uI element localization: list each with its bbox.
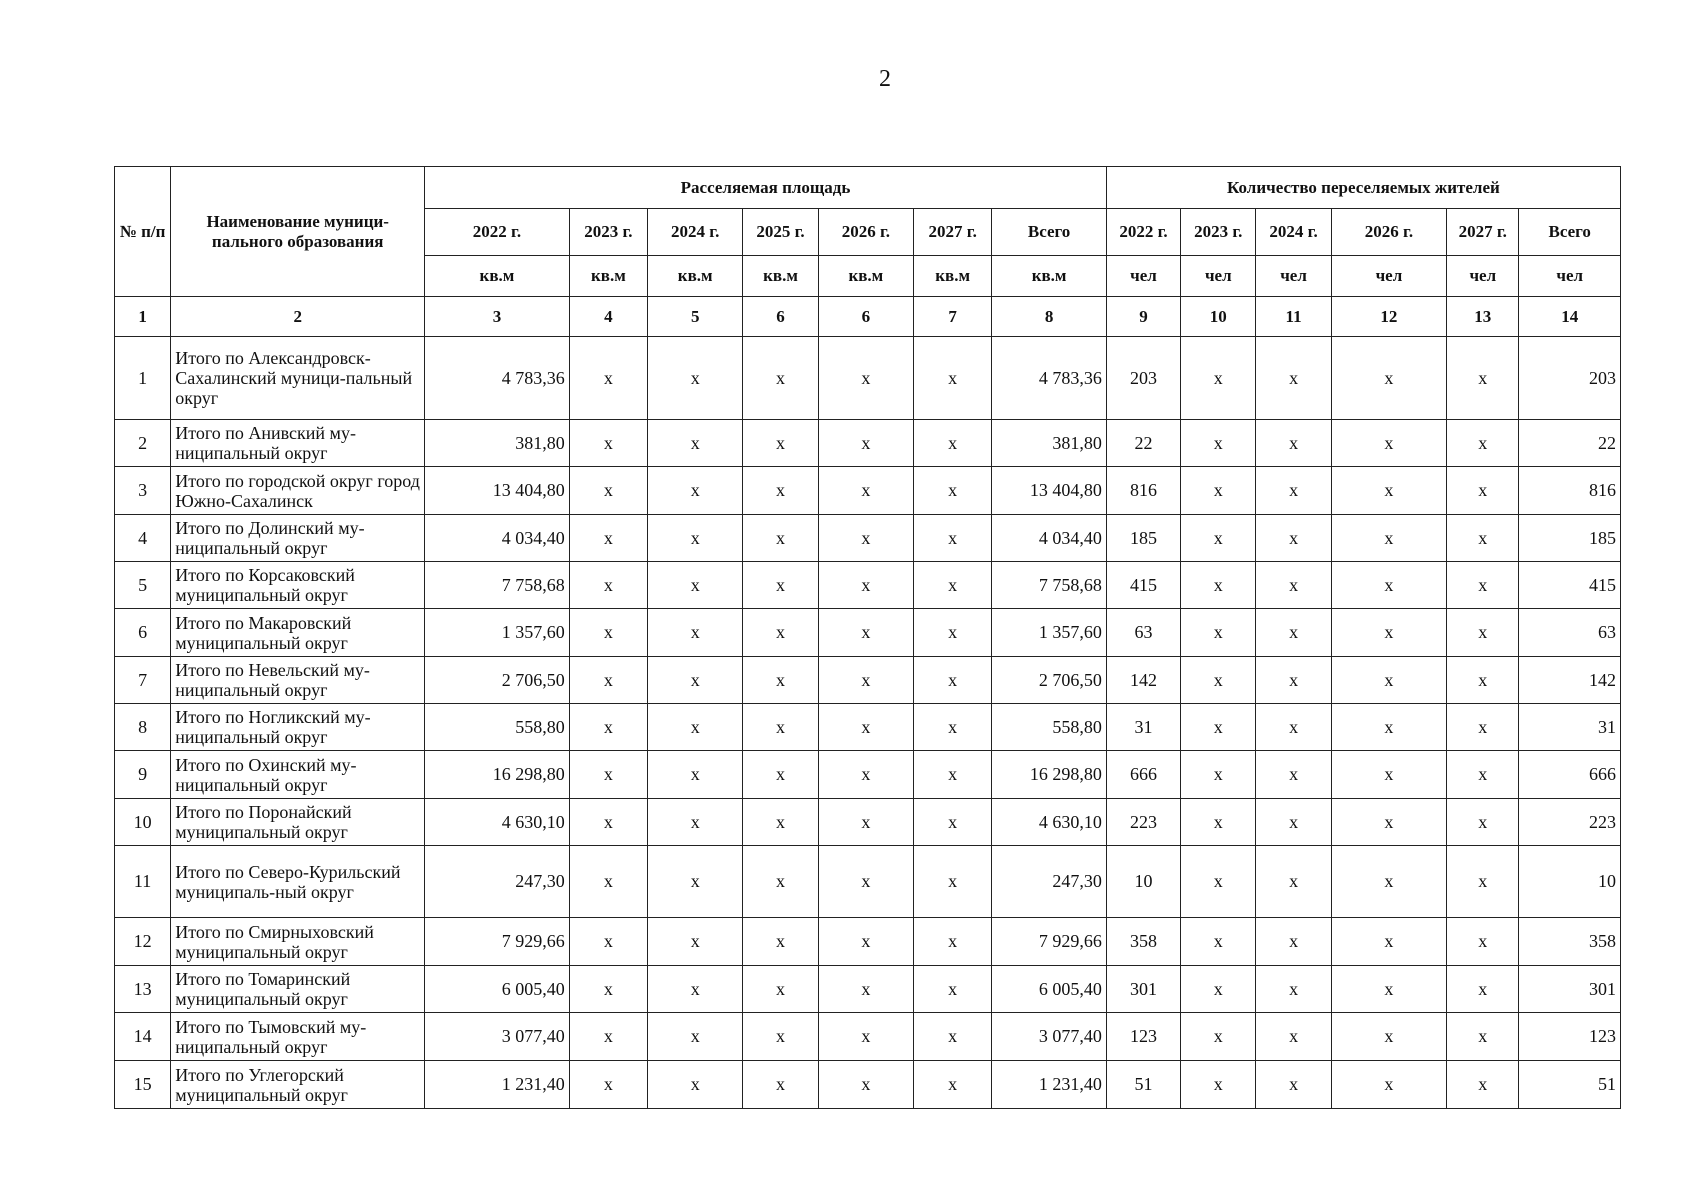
empty-mark: х <box>914 467 992 515</box>
row-number: 7 <box>115 657 171 704</box>
empty-mark: х <box>1447 1013 1519 1061</box>
empty-mark: х <box>648 609 743 657</box>
municipality-name: Итого по Тымовский му-ниципальный округ <box>171 1013 425 1061</box>
column-index: 4 <box>569 297 647 337</box>
empty-mark: х <box>569 704 647 751</box>
area-2022-value: 7 758,68 <box>425 562 570 609</box>
residents-total-value: 666 <box>1519 751 1621 799</box>
row-number: 14 <box>115 1013 171 1061</box>
empty-mark: х <box>648 918 743 966</box>
municipality-name: Итого по Северо-Курильский муниципаль-ный округ <box>171 846 425 918</box>
empty-mark: х <box>1181 751 1256 799</box>
area-total-value: 7 929,66 <box>992 918 1107 966</box>
empty-mark: х <box>1447 799 1519 846</box>
empty-mark: х <box>1331 918 1446 966</box>
area-2022-value: 3 077,40 <box>425 1013 570 1061</box>
area-total-value: 6 005,40 <box>992 966 1107 1013</box>
area-2022-value: 13 404,80 <box>425 467 570 515</box>
table-row <box>115 751 1621 799</box>
table-row <box>115 704 1621 751</box>
empty-mark: х <box>914 420 992 467</box>
municipality-name: Итого по Углегорский муниципальный округ <box>171 1061 425 1109</box>
empty-mark: х <box>648 846 743 918</box>
empty-mark: х <box>648 704 743 751</box>
area-unit: кв.м <box>743 256 818 297</box>
empty-mark: х <box>743 515 818 562</box>
area-2022-value: 558,80 <box>425 704 570 751</box>
area-2022-value: 381,80 <box>425 420 570 467</box>
empty-mark: х <box>569 337 647 420</box>
empty-mark: х <box>569 657 647 704</box>
col-name-header: Наименование муници-пального образования <box>171 167 425 297</box>
area-total-value: 3 077,40 <box>992 1013 1107 1061</box>
row-number: 12 <box>115 918 171 966</box>
residents-unit: чел <box>1256 256 1331 297</box>
column-index: 6 <box>818 297 913 337</box>
row-number: 10 <box>115 799 171 846</box>
empty-mark: х <box>1331 467 1446 515</box>
empty-mark: х <box>1331 1061 1446 1109</box>
empty-mark: х <box>569 799 647 846</box>
table-row <box>115 657 1621 704</box>
table-row <box>115 799 1621 846</box>
empty-mark: х <box>1447 846 1519 918</box>
residents-group-header: Количество переселяемых жителей <box>1106 167 1620 209</box>
empty-mark: х <box>1181 609 1256 657</box>
empty-mark: х <box>1181 467 1256 515</box>
residents-2022-value: 51 <box>1106 1061 1180 1109</box>
empty-mark: х <box>1331 966 1446 1013</box>
row-number: 11 <box>115 846 171 918</box>
empty-mark: х <box>1181 1013 1256 1061</box>
empty-mark: х <box>818 1013 913 1061</box>
municipality-name: Итого по Охинский му-ниципальный округ <box>171 751 425 799</box>
area-unit: кв.м <box>648 256 743 297</box>
empty-mark: х <box>1331 609 1446 657</box>
row-number: 13 <box>115 966 171 1013</box>
empty-mark: х <box>1331 799 1446 846</box>
empty-mark: х <box>648 515 743 562</box>
residents-2022-value: 63 <box>1106 609 1180 657</box>
row-number: 9 <box>115 751 171 799</box>
residents-total-value: 142 <box>1519 657 1621 704</box>
empty-mark: х <box>914 918 992 966</box>
empty-mark: х <box>743 1061 818 1109</box>
area-total-value: 4 034,40 <box>992 515 1107 562</box>
area-total-value: 1 357,60 <box>992 609 1107 657</box>
empty-mark: х <box>1256 751 1331 799</box>
empty-mark: х <box>743 918 818 966</box>
area-total-value: 1 231,40 <box>992 1061 1107 1109</box>
column-index: 13 <box>1447 297 1519 337</box>
area-year-header: 2024 г. <box>648 209 743 256</box>
empty-mark: х <box>648 966 743 1013</box>
table-row <box>115 918 1621 966</box>
empty-mark: х <box>914 562 992 609</box>
empty-mark: х <box>1256 966 1331 1013</box>
row-number: 6 <box>115 609 171 657</box>
row-number: 2 <box>115 420 171 467</box>
empty-mark: х <box>1181 562 1256 609</box>
residents-2022-value: 31 <box>1106 704 1180 751</box>
empty-mark: х <box>1181 846 1256 918</box>
municipality-name: Итого по Александровск-Сахалинский муници-пальный округ <box>171 337 425 420</box>
area-unit: кв.м <box>914 256 992 297</box>
empty-mark: х <box>1256 467 1331 515</box>
residents-total-value: 816 <box>1519 467 1621 515</box>
empty-mark: х <box>1447 337 1519 420</box>
municipality-name: Итого по Анивский му-ниципальный округ <box>171 420 425 467</box>
area-total-value: 381,80 <box>992 420 1107 467</box>
column-index: 11 <box>1256 297 1331 337</box>
empty-mark: х <box>914 704 992 751</box>
empty-mark: х <box>1181 704 1256 751</box>
empty-mark: х <box>818 799 913 846</box>
residents-total-value: 22 <box>1519 420 1621 467</box>
empty-mark: х <box>1256 657 1331 704</box>
area-2022-value: 247,30 <box>425 846 570 918</box>
empty-mark: х <box>648 337 743 420</box>
empty-mark: х <box>648 562 743 609</box>
table-row <box>115 337 1621 420</box>
area-total-value: 4 783,36 <box>992 337 1107 420</box>
table-row <box>115 467 1621 515</box>
table-row <box>115 562 1621 609</box>
col-no-header: № п/п <box>115 167 171 297</box>
area-year-header: 2023 г. <box>569 209 647 256</box>
residents-total-value: 123 <box>1519 1013 1621 1061</box>
column-index: 14 <box>1519 297 1621 337</box>
area-year-header: 2027 г. <box>914 209 992 256</box>
empty-mark: х <box>1447 918 1519 966</box>
residents-2022-value: 22 <box>1106 420 1180 467</box>
empty-mark: х <box>569 562 647 609</box>
area-unit: кв.м <box>818 256 913 297</box>
residents-total-value: 51 <box>1519 1061 1621 1109</box>
empty-mark: х <box>1447 515 1519 562</box>
empty-mark: х <box>1181 918 1256 966</box>
table-row <box>115 420 1621 467</box>
empty-mark: х <box>569 1061 647 1109</box>
empty-mark: х <box>569 515 647 562</box>
empty-mark: х <box>1256 846 1331 918</box>
empty-mark: х <box>818 657 913 704</box>
empty-mark: х <box>914 1061 992 1109</box>
residents-2022-value: 185 <box>1106 515 1180 562</box>
table-body <box>115 337 1621 1109</box>
residents-2022-value: 358 <box>1106 918 1180 966</box>
empty-mark: х <box>1181 1061 1256 1109</box>
empty-mark: х <box>1256 1013 1331 1061</box>
area-unit: кв.м <box>992 256 1107 297</box>
empty-mark: х <box>818 1061 913 1109</box>
row-number: 8 <box>115 704 171 751</box>
column-index: 9 <box>1106 297 1180 337</box>
empty-mark: х <box>818 609 913 657</box>
residents-total-value: 63 <box>1519 609 1621 657</box>
residents-2022-value: 123 <box>1106 1013 1180 1061</box>
empty-mark: х <box>818 420 913 467</box>
empty-mark: х <box>914 337 992 420</box>
residents-2022-value: 203 <box>1106 337 1180 420</box>
residents-total-value: 10 <box>1519 846 1621 918</box>
empty-mark: х <box>1331 657 1446 704</box>
residents-2022-value: 415 <box>1106 562 1180 609</box>
area-total-value: 7 758,68 <box>992 562 1107 609</box>
area-2022-value: 6 005,40 <box>425 966 570 1013</box>
empty-mark: х <box>1181 799 1256 846</box>
empty-mark: х <box>1331 562 1446 609</box>
area-year-header: 2025 г. <box>743 209 818 256</box>
municipality-name: Итого по Макаровский муниципальный округ <box>171 609 425 657</box>
empty-mark: х <box>569 1013 647 1061</box>
area-2022-value: 16 298,80 <box>425 751 570 799</box>
area-year-header: 2022 г. <box>425 209 570 256</box>
municipality-name: Итого по Ногликский му-ниципальный округ <box>171 704 425 751</box>
residents-total-value: 31 <box>1519 704 1621 751</box>
municipality-name: Итого по городской округ город Южно-Сахалинск <box>171 467 425 515</box>
empty-mark: х <box>648 799 743 846</box>
empty-mark: х <box>1331 515 1446 562</box>
empty-mark: х <box>1256 609 1331 657</box>
empty-mark: х <box>1181 337 1256 420</box>
empty-mark: х <box>1447 657 1519 704</box>
municipality-name: Итого по Долинский му-ниципальный округ <box>171 515 425 562</box>
page-number: 2 <box>879 66 891 92</box>
residents-total-value: 358 <box>1519 918 1621 966</box>
residents-2022-value: 142 <box>1106 657 1180 704</box>
empty-mark: х <box>743 609 818 657</box>
table-row <box>115 1013 1621 1061</box>
residents-total-value: 301 <box>1519 966 1621 1013</box>
residents-total-value: 185 <box>1519 515 1621 562</box>
empty-mark: х <box>1181 420 1256 467</box>
residents-2022-value: 301 <box>1106 966 1180 1013</box>
empty-mark: х <box>743 467 818 515</box>
empty-mark: х <box>569 751 647 799</box>
empty-mark: х <box>1256 704 1331 751</box>
empty-mark: х <box>1447 751 1519 799</box>
column-index-row <box>115 297 1621 337</box>
empty-mark: х <box>818 918 913 966</box>
empty-mark: х <box>1181 966 1256 1013</box>
residents-unit: чел <box>1106 256 1180 297</box>
empty-mark: х <box>1181 515 1256 562</box>
area-unit: кв.м <box>425 256 570 297</box>
empty-mark: х <box>1447 467 1519 515</box>
table-row <box>115 609 1621 657</box>
empty-mark: х <box>743 420 818 467</box>
column-index: 3 <box>425 297 570 337</box>
empty-mark: х <box>648 751 743 799</box>
empty-mark: х <box>914 609 992 657</box>
residents-2022-value: 223 <box>1106 799 1180 846</box>
column-index: 12 <box>1331 297 1446 337</box>
empty-mark: х <box>1256 515 1331 562</box>
empty-mark: х <box>648 1061 743 1109</box>
residents-2022-value: 666 <box>1106 751 1180 799</box>
empty-mark: х <box>914 846 992 918</box>
empty-mark: х <box>818 704 913 751</box>
column-index: 1 <box>115 297 171 337</box>
empty-mark: х <box>818 515 913 562</box>
area-total-value: 4 630,10 <box>992 799 1107 846</box>
empty-mark: х <box>648 420 743 467</box>
empty-mark: х <box>569 467 647 515</box>
empty-mark: х <box>648 467 743 515</box>
residents-unit: чел <box>1331 256 1446 297</box>
column-index: 2 <box>171 297 425 337</box>
empty-mark: х <box>914 799 992 846</box>
row-number: 15 <box>115 1061 171 1109</box>
area-total-value: 16 298,80 <box>992 751 1107 799</box>
area-total-header: Всего <box>992 209 1107 256</box>
table-row <box>115 1061 1621 1109</box>
residents-2022-value: 10 <box>1106 846 1180 918</box>
empty-mark: х <box>743 799 818 846</box>
empty-mark: х <box>569 966 647 1013</box>
area-2022-value: 4 783,36 <box>425 337 570 420</box>
empty-mark: х <box>569 918 647 966</box>
empty-mark: х <box>1447 1061 1519 1109</box>
residents-year-header: 2027 г. <box>1447 209 1519 256</box>
area-total-value: 2 706,50 <box>992 657 1107 704</box>
row-number: 5 <box>115 562 171 609</box>
empty-mark: х <box>1331 420 1446 467</box>
empty-mark: х <box>743 966 818 1013</box>
area-year-header: 2026 г. <box>818 209 913 256</box>
residents-total-value: 203 <box>1519 337 1621 420</box>
empty-mark: х <box>743 846 818 918</box>
empty-mark: х <box>818 751 913 799</box>
row-number: 1 <box>115 337 171 420</box>
area-2022-value: 4 630,10 <box>425 799 570 846</box>
empty-mark: х <box>818 467 913 515</box>
empty-mark: х <box>914 966 992 1013</box>
empty-mark: х <box>1256 337 1331 420</box>
area-2022-value: 4 034,40 <box>425 515 570 562</box>
empty-mark: х <box>569 846 647 918</box>
empty-mark: х <box>743 337 818 420</box>
empty-mark: х <box>1181 657 1256 704</box>
table-row <box>115 846 1621 918</box>
empty-mark: х <box>914 657 992 704</box>
area-2022-value: 1 231,40 <box>425 1061 570 1109</box>
area-2022-value: 2 706,50 <box>425 657 570 704</box>
empty-mark: х <box>818 337 913 420</box>
area-2022-value: 1 357,60 <box>425 609 570 657</box>
empty-mark: х <box>1447 562 1519 609</box>
municipality-name: Итого по Томаринский муниципальный округ <box>171 966 425 1013</box>
empty-mark: х <box>1256 420 1331 467</box>
table-row <box>115 966 1621 1013</box>
row-number: 3 <box>115 467 171 515</box>
empty-mark: х <box>1447 420 1519 467</box>
area-2022-value: 7 929,66 <box>425 918 570 966</box>
residents-total-value: 223 <box>1519 799 1621 846</box>
municipality-name: Итого по Невельский му-ниципальный округ <box>171 657 425 704</box>
area-total-value: 558,80 <box>992 704 1107 751</box>
empty-mark: х <box>818 562 913 609</box>
empty-mark: х <box>1256 799 1331 846</box>
residents-year-header: 2023 г. <box>1181 209 1256 256</box>
empty-mark: х <box>743 1013 818 1061</box>
column-index: 10 <box>1181 297 1256 337</box>
empty-mark: х <box>818 966 913 1013</box>
empty-mark: х <box>569 609 647 657</box>
area-total-value: 247,30 <box>992 846 1107 918</box>
column-index: 8 <box>992 297 1107 337</box>
empty-mark: х <box>914 1013 992 1061</box>
empty-mark: х <box>569 420 647 467</box>
empty-mark: х <box>648 657 743 704</box>
empty-mark: х <box>1256 562 1331 609</box>
empty-mark: х <box>1331 337 1446 420</box>
column-index: 6 <box>743 297 818 337</box>
area-total-value: 13 404,80 <box>992 467 1107 515</box>
row-number: 4 <box>115 515 171 562</box>
empty-mark: х <box>818 846 913 918</box>
empty-mark: х <box>914 515 992 562</box>
column-index: 7 <box>914 297 992 337</box>
residents-total-value: 415 <box>1519 562 1621 609</box>
empty-mark: х <box>743 704 818 751</box>
municipality-name: Итого по Смирныховский муниципальный округ <box>171 918 425 966</box>
empty-mark: х <box>743 751 818 799</box>
empty-mark: х <box>743 657 818 704</box>
empty-mark: х <box>1447 609 1519 657</box>
residents-year-header: 2022 г. <box>1106 209 1180 256</box>
column-index: 5 <box>648 297 743 337</box>
empty-mark: х <box>648 1013 743 1061</box>
table-row <box>115 515 1621 562</box>
residents-unit: чел <box>1181 256 1256 297</box>
municipality-name: Итого по Поронайский муниципальный округ <box>171 799 425 846</box>
empty-mark: х <box>1331 1013 1446 1061</box>
empty-mark: х <box>914 751 992 799</box>
empty-mark: х <box>1256 1061 1331 1109</box>
residents-year-header: 2024 г. <box>1256 209 1331 256</box>
resettlement-table <box>114 166 1621 1109</box>
empty-mark: х <box>1447 966 1519 1013</box>
residents-unit: чел <box>1447 256 1519 297</box>
area-unit: кв.м <box>569 256 647 297</box>
residents-2022-value: 816 <box>1106 467 1180 515</box>
empty-mark: х <box>1331 846 1446 918</box>
area-group-header: Расселяемая площадь <box>425 167 1107 209</box>
empty-mark: х <box>1447 704 1519 751</box>
empty-mark: х <box>1256 918 1331 966</box>
empty-mark: х <box>1331 751 1446 799</box>
residents-total-header: Всего <box>1519 209 1621 256</box>
residents-unit: чел <box>1519 256 1621 297</box>
residents-year-header: 2026 г. <box>1331 209 1446 256</box>
municipality-name: Итого по Корсаковский муниципальный округ <box>171 562 425 609</box>
empty-mark: х <box>743 562 818 609</box>
empty-mark: х <box>1331 704 1446 751</box>
